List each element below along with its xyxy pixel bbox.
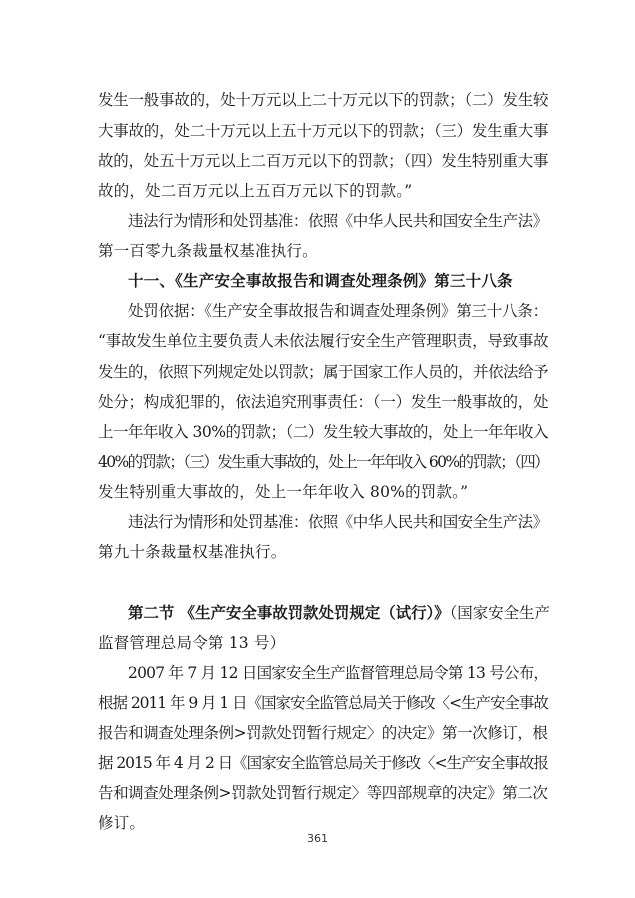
paragraph-line: 上一年年收入 30%的罚款；（二）发生较大事故的，处上一年年收入 [98,423,549,441]
paragraph-line: 根据 2011 年 9 月 1 日《国家安全监管总局关于修改〈<生产安全事故 [98,694,548,712]
paragraph-line: 处罚依据：《生产安全事故报告和调查处理条例》第三十八条： [128,302,548,320]
paragraph-line: 故的，处五十万元以上二百万元以下的罚款；（四）发生特别重大事 [98,152,549,170]
paragraph-line: 故的，处二百万元以上五百万元以下的罚款。” [98,182,413,200]
section-heading-line2: 监督管理总局令第 13 号） [98,634,286,652]
paragraph-line: 40%的罚款；（三）发生重大事故的，处上一年年收入 60%的罚款；（四） [98,453,549,471]
paragraph-line: 修订。 [98,814,146,832]
paragraph-line: 2007 年 7 月 12 日国家安全生产监督管理总局令第 13 号公布， [128,664,549,682]
paragraph-line: 第一百零九条裁量权基准执行。 [98,242,318,260]
paragraph-line: 违法行为情形和处罚基准：依照《中华人民共和国安全生产法》 [128,513,548,531]
section-heading [128,603,548,623]
paragraph-line: 告和调查处理条例>罚款处罚暂行规定〉等四部规章的决定》第二次 [98,784,548,802]
paragraph-line: 据 2015 年 4 月 2 日《国家安全监管总局关于修改〈<生产安全事故报 [98,754,548,772]
paragraph-line: 发生的，依照下列规定处以罚款；属于国家工作人员的，并依法给予 [98,363,549,381]
paragraph-line: 处分；构成犯罪的，依法追究刑事责任：（一）发生一般事故的，处 [98,393,549,411]
paragraph-line: 第九十条裁量权基准执行。 [98,543,287,561]
paragraph-line: 违法行为情形和处罚基准：依照《中华人民共和国安全生产法》 [128,212,548,230]
section-title-bold: 第二节 《生产安全事故罚款处罚规定（试行）》 [128,604,450,622]
paragraph-line: 发生特别重大事故的，处上一年年收入 80%的罚款。” [98,483,469,501]
article-heading: 十一、《生产安全事故报告和调查处理条例》第三十八条 [128,272,513,290]
paragraph-line: “事故发生单位主要负责人未依法履行安全生产管理职责，导致事故 [98,332,549,350]
paragraph-line: 报告和调查处理条例>罚款处罚暂行规定〉的决定》第一次修订，根 [98,724,548,742]
section-title-rest: （国家安全生产 [449,604,550,622]
paragraph-line: 大事故的，处二十万元以上五十万元以下的罚款；（三）发生重大事 [98,122,549,140]
page-number: 361 [307,832,328,845]
paragraph-line: 发生一般事故的，处十万元以上二十万元以下的罚款；（二）发生较 [98,91,549,109]
